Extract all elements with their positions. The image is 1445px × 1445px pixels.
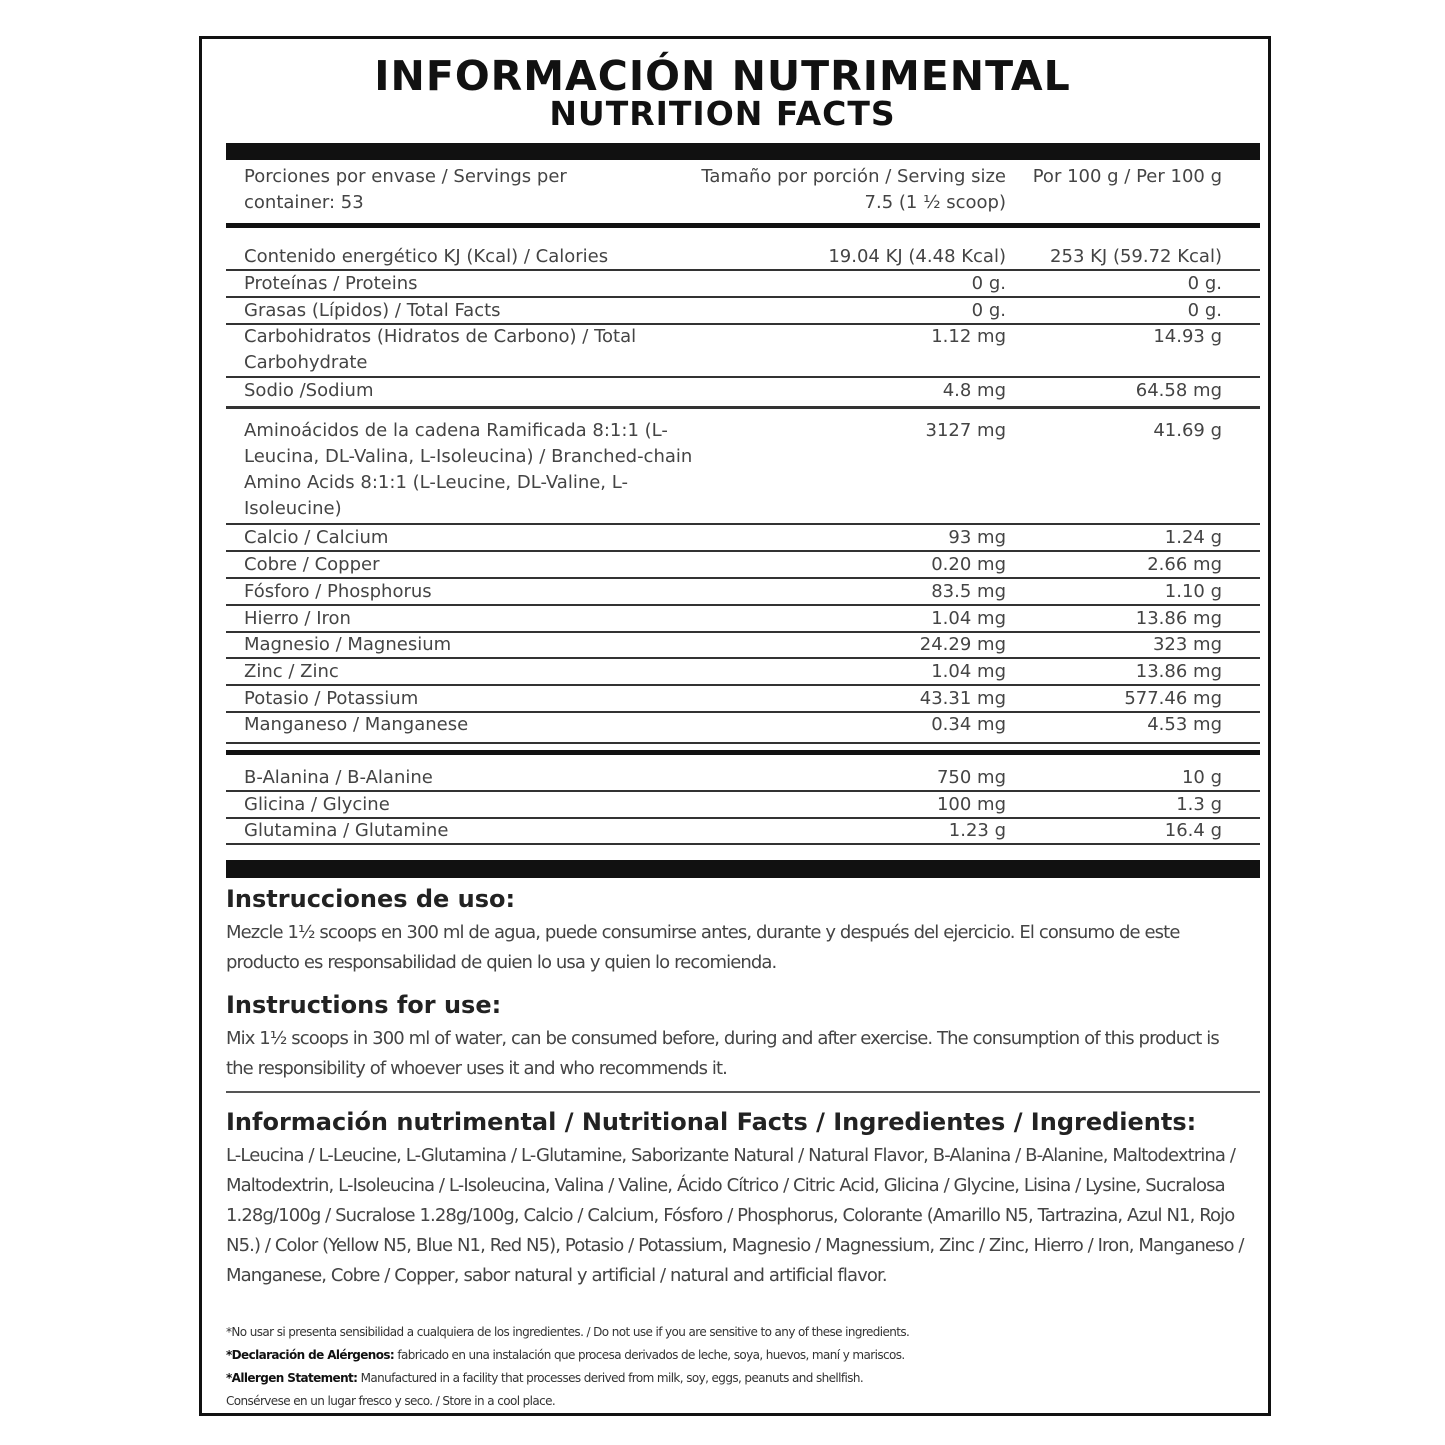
nutrient-serving: 0 g.	[971, 300, 1006, 321]
instructions-en-text: Mix 1½ scoops in 300 ml of water, can be consumed before, during and after exercise. The consumption of this product is the responsibility of whoever uses it and who recommends it.	[226, 1028, 1219, 1079]
nutrient-label: Cobre / Copper	[244, 554, 380, 575]
ingredients-heading: Información nutrimental / Nutritional Facts / Ingredientes / Ingredients:	[226, 1108, 1197, 1136]
nutrient-label: Sodio /Sodium	[244, 380, 374, 401]
nutrient-label: Proteínas / Proteins	[244, 273, 418, 294]
row-divider	[226, 406, 1260, 409]
instructions-es-text: Mezcle 1½ scoops en 300 ml de agua, puede consumirse antes, durante y después del ejercicio. El consumo de este producto es responsabilidad de quien lo usa y quien lo recomienda.	[226, 922, 1180, 973]
nutrient-label: Magnesio / Magnesium	[244, 634, 452, 655]
per-100g-header: Por 100 g / Per 100 g	[1032, 166, 1222, 187]
nutrient-per100: 10 g	[1181, 767, 1222, 788]
instructions-es-heading: Instrucciones de uso:	[226, 885, 516, 913]
nutrient-per100: 1.10 g	[1164, 581, 1222, 602]
nutrient-label: Glutamina / Glutamine	[244, 820, 449, 841]
nutrient-per100: 4.53 mg	[1147, 714, 1222, 735]
section-divider-thin	[226, 742, 1260, 744]
nutrient-serving: 1.04 mg	[931, 661, 1006, 682]
title-english: NUTRITION FACTS	[549, 94, 896, 133]
nutrient-label: Carbohidratos (Hidratos de Carbono) / Total Carbohydrate	[244, 326, 637, 373]
sensitivity-warning: *No usar si presenta sensibilidad a cualquiera de los ingredientes. / Do not use if you are sensitive to any of these ingredients.	[226, 1325, 910, 1339]
nutrient-serving: 0.34 mg	[931, 714, 1006, 735]
nutrient-label: Manganeso / Manganese	[244, 714, 469, 735]
nutrient-per100: 1.3 g	[1176, 794, 1222, 815]
nutrient-label: Fósforo / Phosphorus	[244, 581, 432, 602]
nutrient-label: Hierro / Iron	[244, 608, 351, 629]
nutrient-serving: 750 mg	[936, 767, 1006, 788]
nutrient-label: Contenido energético KJ (Kcal) / Calories	[244, 246, 609, 267]
nutrient-label: Glicina / Glycine	[244, 794, 390, 815]
allergen-es-label: *Declaración de Alérgenos:	[226, 1348, 395, 1362]
nutrient-per100: 64.58 mg	[1135, 380, 1222, 401]
nutrient-per100: 1.24 g	[1164, 527, 1222, 548]
nutrient-serving: 19.04 KJ (4.48 Kcal)	[828, 246, 1006, 267]
nutrient-label: Calcio / Calcium	[244, 527, 389, 548]
nutrient-serving: 93 mg	[948, 527, 1006, 548]
allergen-es-text: fabricado en una instalación que procesa derivados de leche, soya, huevos, maní y mariscos.	[394, 1348, 905, 1362]
top-thick-bar	[226, 143, 1260, 160]
storage-note: Consérvese en un lugar fresco y seco. / Store in a cool place.	[226, 1394, 556, 1408]
nutrient-label: Potasio / Potassium	[244, 688, 419, 709]
nutrient-per100: 2.66 mg	[1147, 554, 1222, 575]
ingredients-divider	[226, 1091, 1260, 1093]
bottom-thick-bar	[226, 860, 1260, 878]
title-spanish: INFORMACIÓN NUTRIMENTAL	[374, 52, 1071, 100]
nutrient-serving: 1.23 g	[948, 820, 1006, 841]
allergen-en-label: *Allergen Statement:	[226, 1371, 358, 1385]
nutrient-serving: 24.29 mg	[919, 634, 1006, 655]
allergen-en-text: Manufactured in a facility that processes derived from milk, soy, eggs, peanuts and shellfish.	[357, 1371, 864, 1385]
nutrient-label: Zinc / Zinc	[244, 661, 339, 682]
servings-per-container: Porciones por envase / Servings per container: 53	[244, 166, 567, 213]
nutrient-per100: 13.86 mg	[1135, 661, 1222, 682]
nutrient-per100: 253 KJ (59.72 Kcal)	[1050, 246, 1222, 267]
ingredients-text: L-Leucina / L-Leucine, L-Glutamina / L-Glutamine, Saborizante Natural / Natural Flavor, B-Alanina / B-Alanine, Maltodextrina / Maltodextrin, L-Isoleucina / L-Isoleucina, Valina / Valine, Ácido Cítrico / Citric Acid, Glicina / Glycine, Lisina / Lysine, Sucralosa 1.28g/100g / Sucralose 1.28g/100g, Calcio / Calcium, Fósforo / Phosphorus, Colorante (Amarillo N5, Tartrazina, Azul N1, Rojo N5.) / Color (Yellow N5, Blue N1, Red N5), Potasio / Potassium, Magnesio / Magnessium, Zinc / Zinc, Hierro / Iron, Manganeso / Manganese, Cobre / Copper, sabor natural y artificial / natural and artificial flavor.	[226, 1145, 1244, 1286]
nutrient-per100: 14.93 g	[1153, 326, 1222, 347]
nutrient-serving: 43.31 mg	[919, 688, 1006, 709]
nutrient-serving: 100 mg	[936, 794, 1006, 815]
serving-size: Tamaño por porción / Serving size 7.5 (1 ½ scoop)	[701, 166, 1006, 213]
nutrient-per100: 323 mg	[1152, 634, 1222, 655]
nutrient-serving: 1.04 mg	[931, 608, 1006, 629]
section-divider-thick	[226, 750, 1260, 755]
nutrient-serving: 83.5 mg	[931, 581, 1006, 602]
nutrient-serving: 0 g.	[971, 273, 1006, 294]
nutrient-per100: 577.46 mg	[1124, 688, 1222, 709]
nutrient-label: Aminoácidos de la cadena Ramificada 8:1:1 (L-Leucina, DL-Valina, L-Isoleucina) / Branched-chain Amino Acids 8:1:1 (L-Leucine, DL-Valine, L-Isoleucine)	[244, 420, 693, 519]
nutrient-per100: 0 g.	[1187, 300, 1222, 321]
nutrient-per100: 0 g.	[1187, 273, 1222, 294]
nutrient-serving: 0.20 mg	[931, 554, 1006, 575]
row-divider	[226, 843, 1260, 845]
nutrient-per100: 16.4 g	[1164, 820, 1222, 841]
instructions-en-heading: Instructions for use:	[226, 991, 502, 1019]
nutrient-per100: 41.69 g	[1153, 420, 1222, 441]
allergen-en	[226, 1367, 1256, 1389]
nutrient-per100: 13.86 mg	[1135, 608, 1222, 629]
nutrient-serving: 1.12 mg	[931, 326, 1006, 347]
nutrient-serving: 3127 mg	[925, 420, 1006, 441]
nutrient-serving: 4.8 mg	[942, 380, 1006, 401]
nutrient-label: Grasas (Lípidos) / Total Facts	[244, 300, 501, 321]
allergen-es	[226, 1344, 1256, 1366]
nutrient-label: B-Alanina / B-Alanine	[244, 767, 433, 788]
header-divider	[226, 223, 1260, 228]
